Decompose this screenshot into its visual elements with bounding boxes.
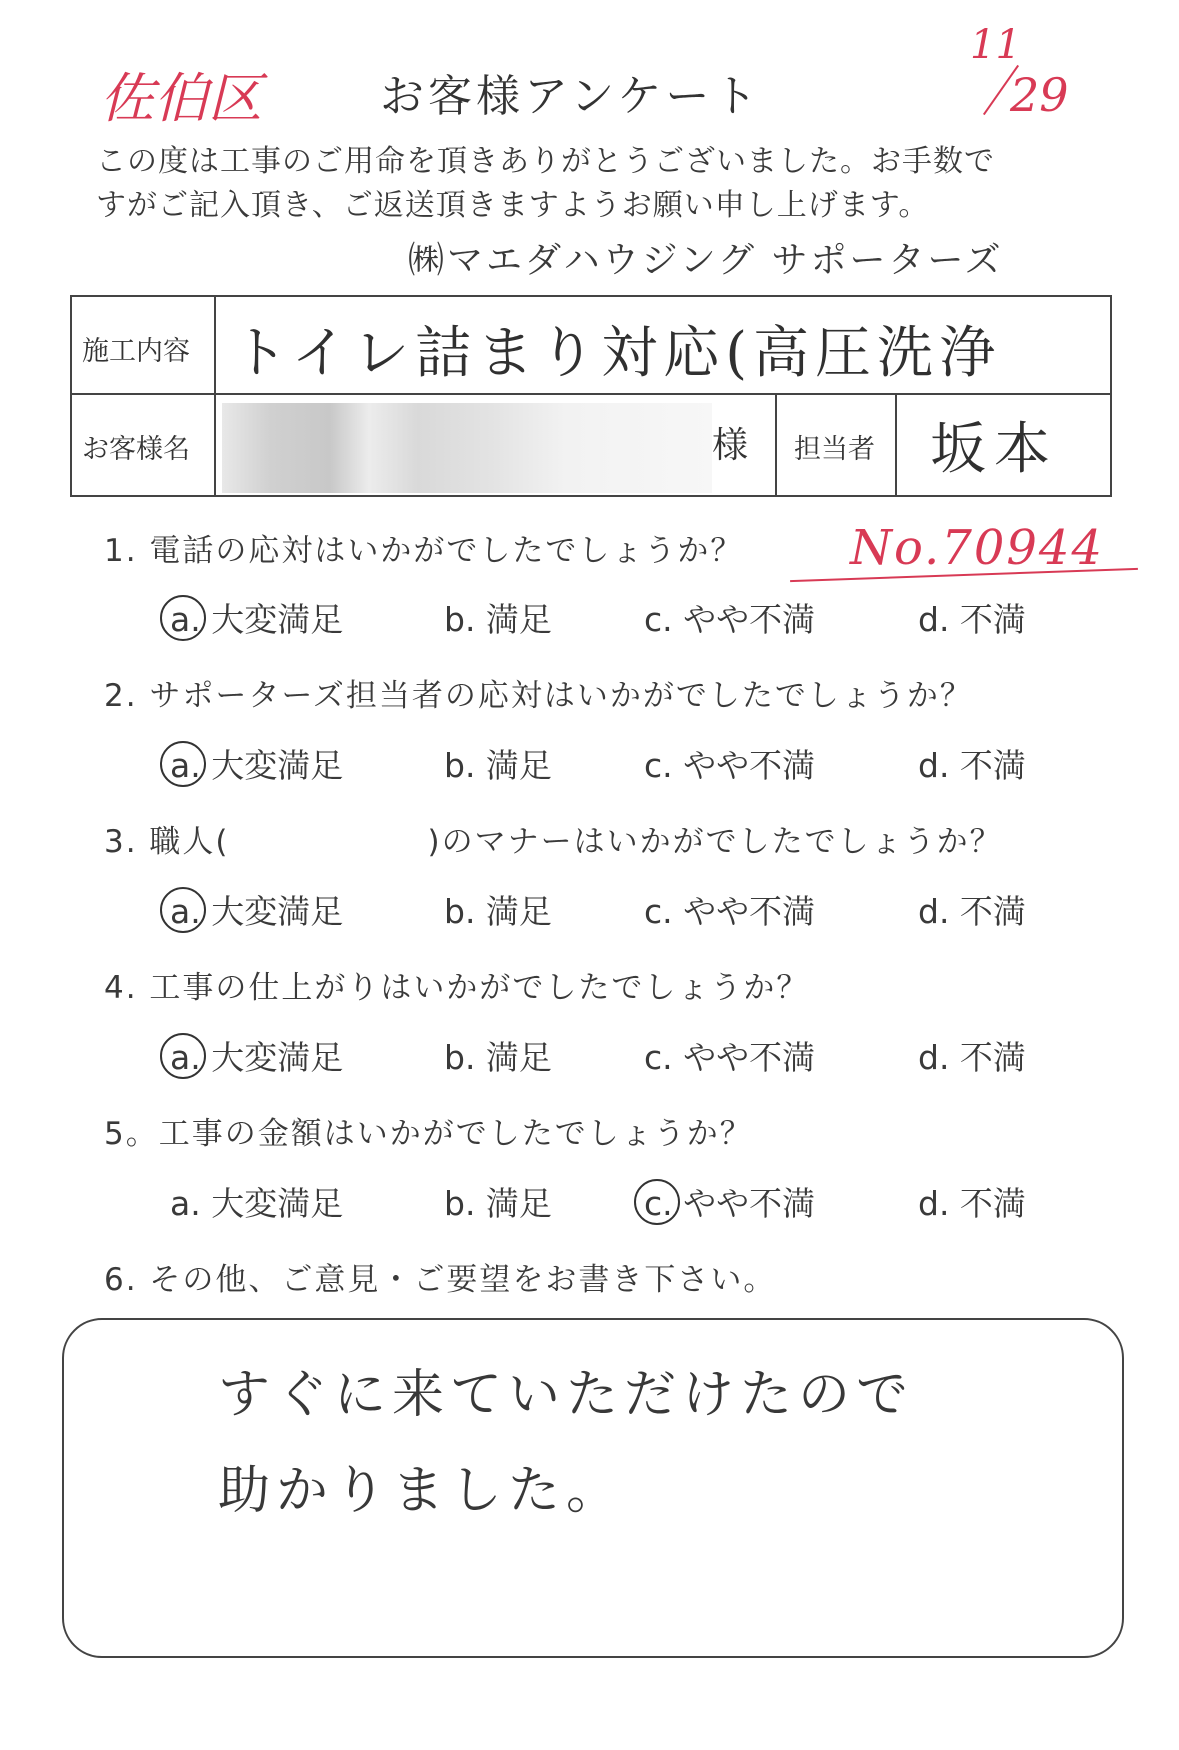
q1-option-b[interactable]: b. 満足	[444, 600, 552, 639]
q1-option-a[interactable]: a. 大変満足	[170, 600, 344, 639]
q1-selection-circle	[160, 595, 206, 641]
q3-option-c[interactable]: c. やや不満	[644, 892, 816, 931]
work-value: トイレ詰まり対応(高圧洗浄	[232, 321, 1002, 386]
date-month: 11	[970, 22, 1021, 68]
intro-line-2: すがご記入頂き、ご返送頂きますようお願い申し上げます。	[96, 188, 930, 223]
q5-option-c[interactable]: c. やや不満	[644, 1184, 816, 1223]
q3-option-b[interactable]: b. 満足	[444, 892, 552, 931]
work-label: 施工内容	[82, 336, 190, 367]
staff-label: 担当者	[794, 434, 875, 465]
info-table	[70, 295, 1112, 497]
table-col-divider-2	[775, 393, 777, 495]
customer-name-redacted	[222, 403, 712, 493]
q4-option-b[interactable]: b. 満足	[444, 1038, 552, 1077]
question-5: 5。工事の金額はいかがでしたでしょうか？	[104, 1116, 753, 1152]
q4-option-d[interactable]: d. 不満	[918, 1038, 1026, 1077]
intro-line-1: この度は工事のご用命を頂きありがとうございました。お手数で	[96, 144, 995, 179]
staff-value: 坂本	[930, 417, 1058, 482]
q4-selection-circle	[160, 1033, 206, 1079]
comment-line-1: すぐに来ていただけたので	[218, 1365, 915, 1425]
date-day: 29	[1010, 68, 1069, 122]
q1-option-c[interactable]: c. やや不満	[644, 600, 816, 639]
q5-selection-circle	[634, 1179, 680, 1225]
customer-label: お客様名	[82, 434, 190, 465]
question-6: 6. その他、ご意見・ご要望をお書き下さい。	[104, 1262, 777, 1298]
q2-option-c[interactable]: c. やや不満	[644, 746, 816, 785]
ward-annotation: 佐伯区	[100, 67, 262, 130]
comment-line-2: 助かりました。	[218, 1461, 625, 1521]
reference-number: No.70944	[850, 520, 1105, 576]
question-4: 4. 工事の仕上がりはいかがでしたでしょうか？	[104, 970, 810, 1006]
q4-option-a[interactable]: a. 大変満足	[170, 1038, 344, 1077]
question-1: 1. 電話の応対はいかがでしたでしょうか？	[104, 533, 744, 569]
q2-option-b[interactable]: b. 満足	[444, 746, 552, 785]
question-3: 3. 職人( )のマナーはいかがでしたでしょうか？	[104, 824, 1003, 860]
q5-option-b[interactable]: b. 満足	[444, 1184, 552, 1223]
q1-option-d[interactable]: d. 不満	[918, 600, 1026, 639]
company-name: ㈱マエダハウジング サポーターズ	[408, 240, 1004, 281]
table-col-divider-3	[895, 393, 897, 495]
table-row-divider	[72, 393, 1110, 395]
q4-option-c[interactable]: c. やや不満	[644, 1038, 816, 1077]
q2-option-a[interactable]: a. 大変満足	[170, 746, 344, 785]
q3-selection-circle	[160, 887, 206, 933]
question-2: 2. サポーターズ担当者の応対はいかがでしたでしょうか？	[104, 678, 973, 714]
q5-option-a[interactable]: a. 大変満足	[170, 1184, 344, 1223]
q2-selection-circle	[160, 741, 206, 787]
q5-option-d[interactable]: d. 不満	[918, 1184, 1026, 1223]
q2-option-d[interactable]: d. 不満	[918, 746, 1026, 785]
table-col-divider-1	[214, 297, 216, 495]
survey-title: お客様アンケート	[380, 71, 762, 122]
q3-option-a[interactable]: a. 大変満足	[170, 892, 344, 931]
q3-option-d[interactable]: d. 不満	[918, 892, 1026, 931]
honorific-label: 様	[712, 425, 749, 466]
